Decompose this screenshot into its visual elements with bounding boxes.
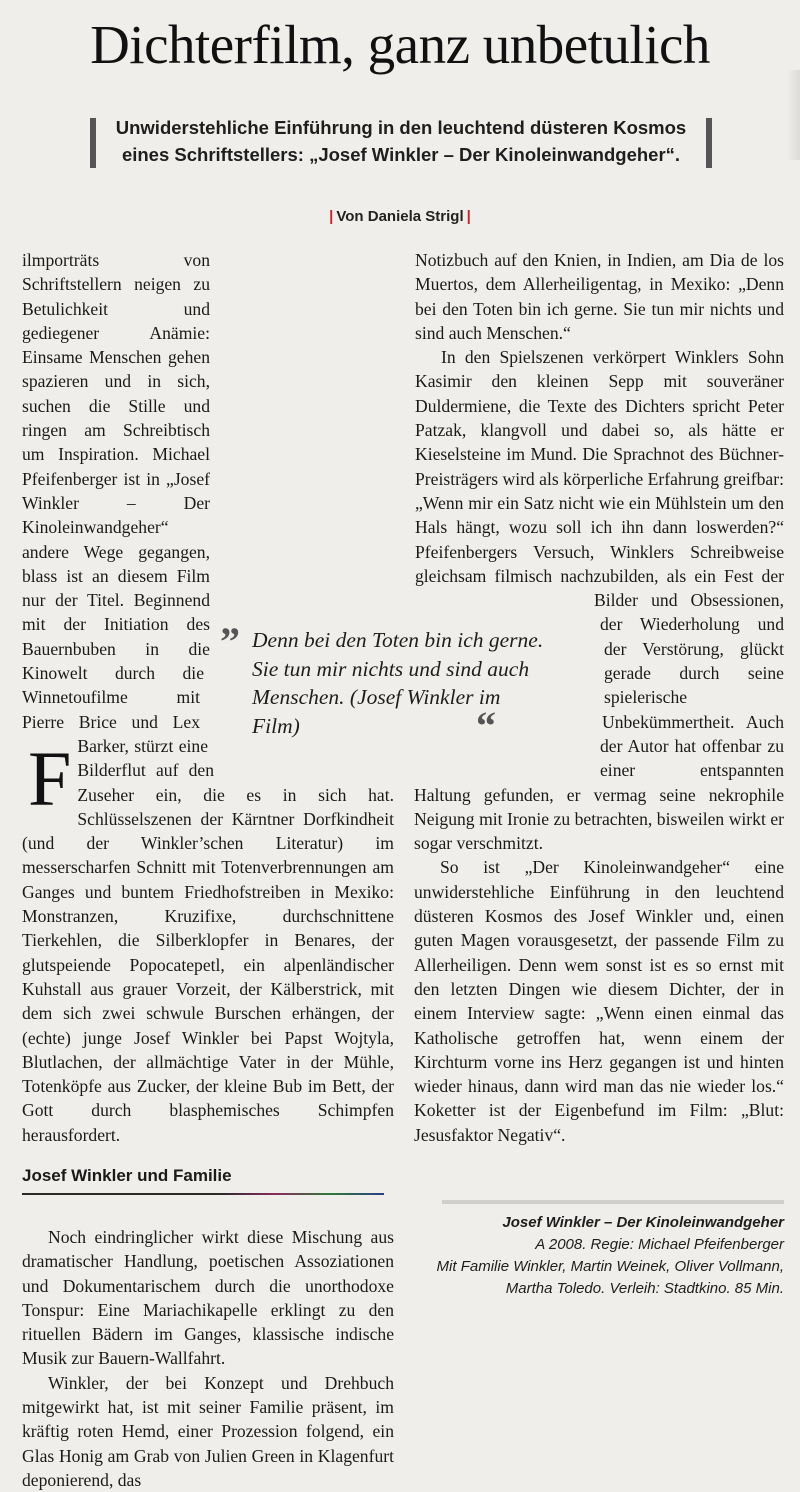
article-headline: Dichterfilm, ganz unbetulich: [90, 14, 710, 75]
paragraph-play-scenes: In den Spielszenen verkörpert Winklers Sohn Kasimir den kleinen Sepp mit souveräner Duldermiene, die Texte des Dichters spricht Peter Patzak, klangvoll und dabei so, als hätte er Kieselsteine im Mund. Die Sprachnot des Büchner-Preisträgers wird als körperliche Erfahrung greifbar: „Wenn mir ein Satz nicht wie ein Mühlstein um den Hals hängt, wozu soll ich ihn dann loswerden?“ Pfeifenbergers Versuch, Winklers Schreibweise gleichsam filmisch nachzubilden, als ein Fest der Bilder und Obsessionen, der Wiederholung und der Verstörung, glückt gerade durch seine spielerische Unbekümmertheit. Auch der Autor hat offenbar zu einer entspannten Haltung gefunden, er vermag seine nekrophile Neigung mit Ironie zu betrachten, bisweilen wirkt er sogar verschmitzt.: [414, 347, 784, 854]
subhead-line-2: eines Schriftstellers: „Josef Winkler – Der Kinoleinwandgeher“.: [121, 144, 681, 165]
subhead-bar-right: [706, 118, 712, 168]
paragraph-conclusion: So ist „Der Kinoleinwandgeher“ eine unwiderstehliche Einführung in den leuchtend düsteren Kosmos des Josef Winkler und, einen guten Magen vorausgesetzt, der passende Film zu Allerheiligen. Denn wem sonst ist es so ernst mit den letzten Dingen wie diesem Dichter, der in einem Interview sagte: „Wenn einen einmal das Katholische getroffen hat, wenn einem der Kirchturm vorne ins Herz gegangen ist und hinten wieder hinaus, dann wird man das nie wieder los.“ Koketter ist der Eigenbefund im Film: „Blut: Jesusfaktor Negativ“.: [414, 857, 784, 1145]
byline-author: Von Daniela Strigl: [336, 208, 464, 225]
subhead-bar-left: [90, 118, 96, 168]
section-heading: Josef Winkler und Familie: [22, 1165, 232, 1185]
paragraph-intro: ilmporträts von Schriftstellern neigen zu Betulichkeit und gediegener Anämie: Einsame Menschen gehen spazieren und in sich, suchen die Stille und ringen am Schreibtisch um Inspiration. Michael Pfeifenberger ist in „Josef Winkler – Der Kinoleinwandgeher“ andere Wege gegangen, blass ist an diesem Film nur der Titel. Beginnend mit der Initiation des Bauernbuben in die Kinowelt durch die Winnetoufilme mit Pierre Brice und Lex Barker, stürzt eine Bilderflut auf den Zuseher ein, die es in sich hat. Schlüsselszenen der Kärntner Dorfkindheit (und der Winkler’schen Literatur) im messerscharfen Schnitt mit Totenverbrennungen am Ganges und buntem Friedhofstreiben in Mexiko: Monstranzen, Kruzifixe, durchschnittene Tierkehlen, die Silberklopfer in Benares, der glutspeiende Popocatepetl, ein alpenländischer Kuhstall aus grauer Vorzeit, der Kälberstrick, mit dem sich zwei schwule Burschen erhängen, der (echte) junge Josef Winkler bei Papst Wojtyla, Blutlachen, der allmächtige Vater in der Mühle, Totenköpfe aus Zucker, der kleine Bub im Bett, der Gott durch blasphemisches Schimpfen herausfordert.: [22, 250, 394, 1145]
quote-open-mark: ”: [220, 619, 240, 664]
byline-bar-left: |: [329, 208, 334, 225]
subhead-line-1: Unwiderstehliche Einführung in den leuchtend düsteren Kosmos: [115, 117, 687, 138]
subhead-text: [90, 114, 712, 168]
byline-bar-right: |: [466, 208, 471, 225]
film-title: Josef Winkler – Der Kinoleinwandgeher: [502, 1214, 784, 1231]
byline: [0, 206, 800, 228]
paragraph-family-continued: Notizbuch auf den Knien, in Indien, am Dia de los Muertos, dem Allerheiligentag, in Mexiko: „Denn bei den Toten bin ich gerne. Sie tun mir nichts und sind auch Menschen.“: [415, 250, 784, 343]
article-subhead: [90, 114, 712, 172]
column-left: [22, 248, 394, 1492]
info-box-rule: [442, 1200, 784, 1204]
film-info-box: [420, 1212, 784, 1300]
paragraph-soundtrack: Noch eindringlicher wirkt diese Mischung aus dramatischer Handlung, poetischen Assoziationen und Dokumentarischem durch die unorthodoxe Tonspur: Eine Mariachikapelle erklingt zu den rituellen Bädern im Ganges, klassische indische Musik zur Bauern-Wallfahrt.: [22, 1226, 394, 1369]
pull-quote-text: Denn bei den Toten bin ich gerne. Sie tun mir nichts und sind auch Menschen. (Josef Winkler im Film): [252, 628, 544, 738]
page-edge-shadow: [786, 70, 800, 160]
section-rule: [22, 1193, 384, 1195]
pull-quote: [216, 619, 552, 748]
quote-close-mark: “: [476, 703, 496, 748]
paragraph-family: Winkler, der bei Konzept und Drehbuch mitgewirkt hat, ist mit seiner Familie präsent, im kräftig roten Hemd, einer Prozession folgend, ein Glas Honig am Grab von Julien Green in Klagenfurt deponierend, das: [22, 1372, 394, 1490]
film-credits-1: A 2008. Regie: Michael Pfeifenberger: [535, 1236, 784, 1253]
film-credits-2: Mit Familie Winkler, Martin Weinek, Oliver Vollmann, Martha Toledo. Verleih: Stadtkino. 85 Min.: [436, 1258, 784, 1297]
drop-cap: F: [28, 735, 72, 822]
